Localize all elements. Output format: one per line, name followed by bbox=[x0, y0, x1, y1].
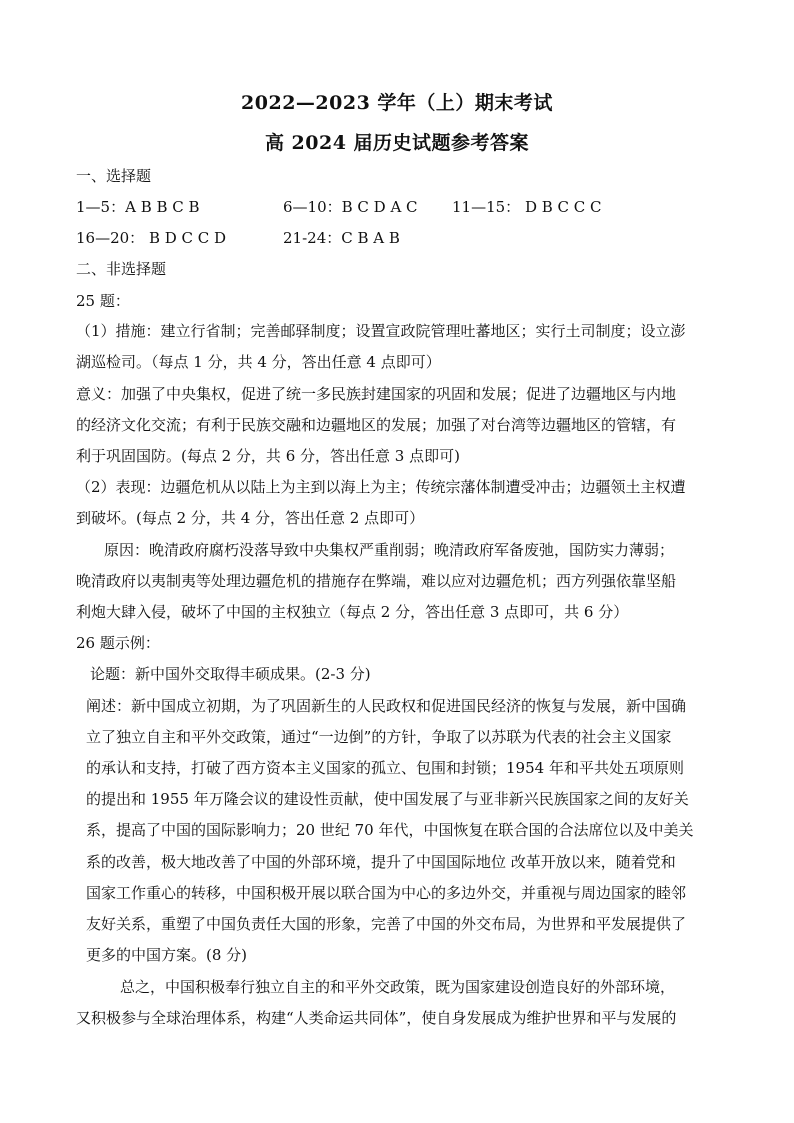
answer-text-line: 阐述：新中国成立初期，为了巩固新生的人民政权和促进国民经济的恢复与发展，新中国确 bbox=[86, 697, 687, 715]
answer-text-line: 的经济文化交流；有利于民族交融和边疆地区的发展；加强了对台湾等边疆地区的管辖，有 bbox=[76, 416, 677, 434]
answer-text-line: 晚清政府以夷制夷等处理边疆危机的措施存在弊端，难以应对边疆危机；西方列强依靠坚船 bbox=[76, 572, 677, 590]
answer-text-line: 国家工作重心的转移，中国积极开展以联合国为中心的多边外交，并重视与周边国家的睦邻 bbox=[86, 884, 687, 902]
answer-text-line: 系的改善，极大地改善了中国的外部环境，提升了中国国际地位 改革开放以来，随着党和 bbox=[86, 853, 676, 871]
answer-text-line: 又积极参与全球治理体系，构建“人类命运共同体”，使自身发展成为维护世界和平与发展的 bbox=[76, 1009, 677, 1027]
answer-text-line: 更多的中国方案。(8 分) bbox=[86, 946, 248, 964]
question-label: 25 题： bbox=[76, 292, 130, 310]
answer-group: 11—15： D B C C C bbox=[452, 198, 602, 216]
answer-text-line: 利炮大肆入侵，破坏了中国的主权独立（每点 2 分，答出任意 3 点即可，共 6 分） bbox=[76, 603, 629, 621]
answer-group: 16—20： B D C C D bbox=[76, 229, 227, 247]
answer-group: 6—10：B C D A C bbox=[283, 198, 418, 216]
answer-text-line: 湖巡检司。（每点 1 分，共 4 分，答出任意 4 点即可） bbox=[76, 353, 441, 371]
answer-text-line: 系，提高了中国的国际影响力；20 世纪 70 年代，中国恢复在联合国的合法席位以及中美关 bbox=[86, 821, 694, 839]
answer-text-line: （1）措施：建立行省制；完善邮驿制度；设置宣政院管理吐蕃地区；实行土司制度；设立澎 bbox=[76, 322, 686, 340]
answer-text-line: 友好关系，重塑了中国负责任大国的形象，完善了中国的外交布局，为世界和平发展提供了 bbox=[86, 915, 687, 933]
answer-text-line: 利于巩固国防。(每点 2 分，共 6 分，答出任意 3 点即可) bbox=[76, 447, 460, 465]
answer-group: 1—5：A B B C B bbox=[76, 198, 200, 216]
answer-text-line: 到破坏。(每点 2 分，共 4 分，答出任意 2 点即可） bbox=[76, 509, 425, 527]
section-heading-choice: 一、选择题 bbox=[76, 167, 152, 185]
page-subtitle: 高 2024 届历史试题参考答案 bbox=[264, 132, 530, 154]
answer-text-line: 总之，中国积极奉行独立自主的和平外交政策，既为国家建设创造良好的外部环境， bbox=[120, 978, 676, 996]
answer-text-line: 原因：晚清政府腐朽没落导致中央集权严重削弱；晚清政府军备废弛，国防实力薄弱； bbox=[104, 541, 675, 559]
answer-text-line: 论题：新中国外交取得丰硕成果。(2-3 分) bbox=[90, 665, 371, 683]
section-heading-nonchoice: 二、非选择题 bbox=[76, 260, 167, 278]
answer-text-line: （2）表现：边疆危机从以陆上为主到以海上为主；传统宗藩体制遭受冲击；边疆领土主权遭 bbox=[76, 478, 686, 496]
answer-text-line: 立了独立自主和平外交政策，通过“一边倒”的方针，争取了以苏联为代表的社会主义国家 bbox=[86, 728, 672, 746]
question-label: 26 题示例： bbox=[76, 634, 160, 652]
answer-text-line: 的承认和支持，打破了西方资本主义国家的孤立、包围和封锁；1954 年和平共处五项原则 bbox=[86, 759, 684, 777]
page-title: 2022—2023 学年（上）期末考试 bbox=[241, 92, 553, 114]
answer-text-line: 的提出和 1955 年万隆会议的建设性贡献，使中国发展了与亚非新兴民族国家之间的友好关 bbox=[86, 790, 689, 808]
answer-group: 21-24：C B A B bbox=[283, 229, 400, 247]
answer-text-line: 意义：加强了中央集权，促进了统一多民族封建国家的巩固和发展；促进了边疆地区与内地 bbox=[76, 385, 677, 403]
